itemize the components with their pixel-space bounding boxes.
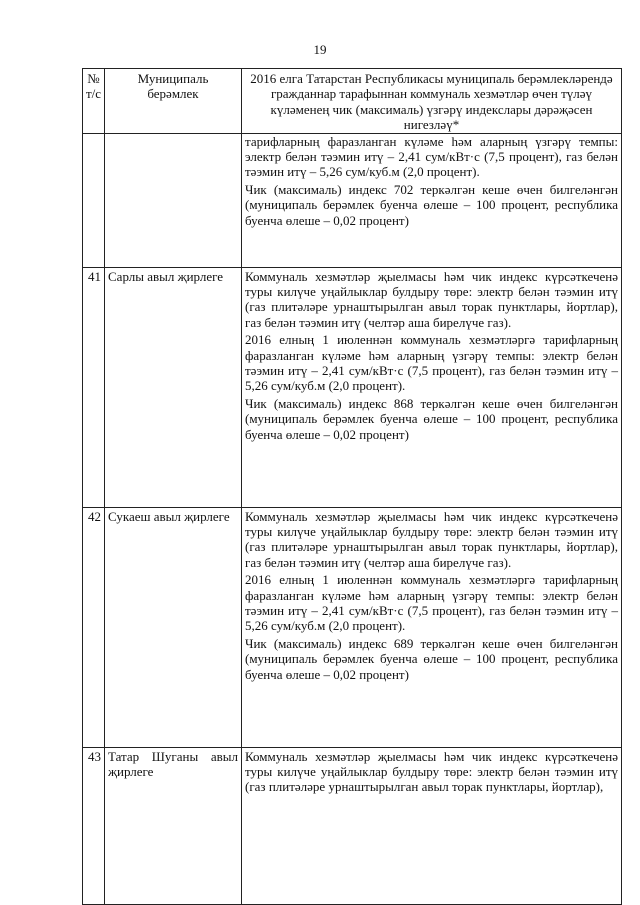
table-row [83,133,622,267]
row-description [242,747,622,904]
description-paragraph: Коммуналь хезмәтләр җыелмасы һәм чик индекс күрсәткеченә туры килүче уңайлыклар булдыру төре: электр белән тәэмин итү (газ плитәләре урнаштырылган авыл торак пунктлары, йортлар), газ белән тәэмин итү (челтәр аша бирелүче газ). [245,508,618,570]
row-municipality: Татар Шуганы авыл җирлеге [105,747,242,904]
municipal-index-table [82,68,622,905]
description-paragraph: Чик (максималь) индекс 702 теркәлгән кеше өчен билгеләнгән (муниципаль берәмлек буенча өлеше – 100 процент, республика буенча өлеше – 0,02 процент) [245,181,618,228]
table-row [83,267,622,507]
row-num: 41 [83,267,105,507]
header-num: № т/с [83,69,105,134]
row-municipality: Сарлы авыл җирлеге [105,267,242,507]
description-paragraph: Чик (максималь) индекс 689 теркәлгән кеше өчен билгеләнгән (муниципаль берәмлек буенча өлеше – 100 процент, республика буенча өлеше – 0,02 процент) [245,635,618,682]
row-num: 42 [83,507,105,747]
header-description: 2016 елга Татарстан Республикасы муниципаль берәмлекләрендә гражданнар тарафыннан коммуналь хезмәтләр өчен түләү күләменең чик (максималь) үзгәрү индекслары дәрәҗәсен нигезләү* [242,69,622,134]
description-paragraph: Чик (максималь) индекс 868 теркәлгән кеше өчен билгеләнгән (муниципаль берәмлек буенча өлеше – 100 процент, республика буенча өлеше – 0,02 процент) [245,395,618,442]
row-description [242,267,622,507]
row-description [242,133,622,267]
row-num: 43 [83,747,105,904]
table-row [83,507,622,747]
description-paragraph: 2016 елның 1 июленнән коммуналь хезмәтләргә тарифларның фаразланган күләме һәм аларның үзгәрү темпы: электр белән тәэмин итү – 2,41 сум/кВт·с (7,5 процент), газ белән тәэмин итү – 5,26 сум/куб.м (2,0 процент). [245,332,618,394]
table-header-row [83,69,622,134]
row-description [242,507,622,747]
page-number: 19 [313,42,327,57]
table-row [83,747,622,904]
description-paragraph: 2016 елның 1 июленнән коммуналь хезмәтләргә тарифларның фаразланган күләме һәм аларның үзгәрү темпы: электр белән тәэмин итү – 2,41 сум/кВт·с (7,5 процент), газ белән тәэмин итү – 5,26 сум/куб.м (2,0 процент). [245,572,618,634]
row-municipality [105,133,242,267]
description-paragraph: тарифларның фаразланган күләме һәм аларның үзгәрү темпы: электр белән тәэмин итү – 2,41 сум/кВт·с (7,5 процент), газ белән тәэмин итү – 5,26 сум/куб.м (2,0 процент). [245,133,618,180]
description-paragraph: Коммуналь хезмәтләр җыелмасы һәм чик индекс күрсәткеченә туры килүче уңайлыклар булдыру төре: электр белән тәэмин итү (газ плитәләре урнаштырылган авыл торак пунктлары, йортлар), газ белән тәэмин итү (челтәр аша бирелүче газ). [245,268,618,330]
row-municipality: Сукаеш авыл җирлеге [105,507,242,747]
description-paragraph: Коммуналь хезмәтләр җыелмасы һәм чик индекс күрсәткеченә туры килүче уңайлыклар булдыру төре: электр белән тәэмин итү (газ плитәләре урнаштырылган авыл торак пунктлары, йортлар), [245,748,618,795]
header-municipality: Муниципаль берәмлек [105,69,242,134]
row-num [83,133,105,267]
